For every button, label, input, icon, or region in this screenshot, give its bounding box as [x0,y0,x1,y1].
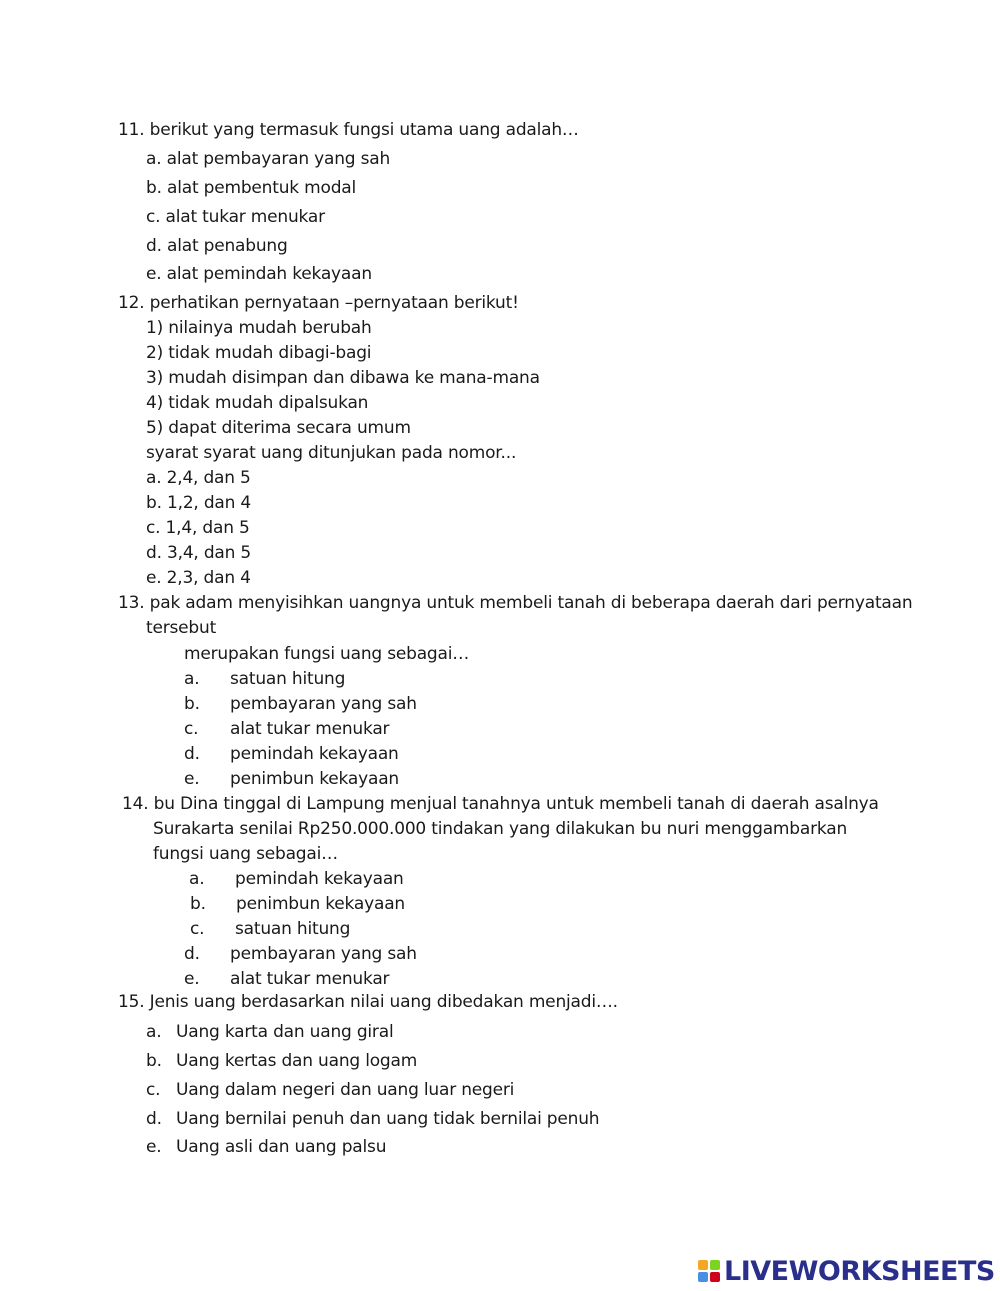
liveworksheets-blocks-icon [698,1260,720,1282]
q15-option-e[interactable]: Uang asli dan uang palsu [176,1137,387,1157]
q12-option-b[interactable]: b. 1,2, dan 4 [146,493,252,513]
q14-option-c-letter: c. [190,919,205,939]
q13-option-d-letter: d. [184,744,200,764]
q11-option-d[interactable]: d. alat penabung [146,236,288,256]
q13-question-line3: merupakan fungsi uang sebagai… [184,644,470,664]
q11-option-b[interactable]: b. alat pembentuk modal [146,178,357,198]
q12-option-a[interactable]: a. 2,4, dan 5 [146,468,251,488]
q13-option-e-letter: e. [184,769,200,789]
q15-option-c-letter: c. [146,1080,161,1100]
q14-option-a-letter: a. [189,869,205,889]
q13-option-b-letter: b. [184,694,200,714]
logo-text: LIVEWORKSHEETS [724,1255,995,1287]
q15-question: 15. Jenis uang berdasarkan nilai uang dibedakan menjadi…. [118,992,618,1012]
q15-option-a-letter: a. [146,1022,162,1042]
q14-question-line3: fungsi uang sebagai… [153,844,338,864]
q13-option-d[interactable]: pemindah kekayaan [230,744,399,764]
q13-option-a-letter: a. [184,669,200,689]
q15-option-e-letter: e. [146,1137,162,1157]
q12-statement-5: 5) dapat diterima secara umum [146,418,411,438]
q13-option-c-letter: c. [184,719,199,739]
q14-option-b-letter: b. [190,894,206,914]
q15-option-a[interactable]: Uang karta dan uang giral [176,1022,394,1042]
logo-block-4 [710,1272,720,1282]
q15-option-c[interactable]: Uang dalam negeri dan uang luar negeri [176,1080,515,1100]
q14-option-d[interactable]: pembayaran yang sah [230,944,417,964]
q12-statement-2: 2) tidak mudah dibagi-bagi [146,343,372,363]
q12-question: 12. perhatikan pernyataan –pernyataan berikut! [118,293,519,313]
q11-option-c[interactable]: c. alat tukar menukar [146,207,325,227]
q12-option-c[interactable]: c. 1,4, dan 5 [146,518,250,538]
q14-option-c[interactable]: satuan hitung [235,919,351,939]
q14-question-line2: Surakarta senilai Rp250.000.000 tindakan yang dilakukan bu nuri menggambarkan [153,819,848,839]
q11-option-a[interactable]: a. alat pembayaran yang sah [146,149,391,169]
logo-block-3 [698,1272,708,1282]
q15-option-b[interactable]: Uang kertas dan uang logam [176,1051,418,1071]
q13-option-b[interactable]: pembayaran yang sah [230,694,417,714]
q12-option-e[interactable]: e. 2,3, dan 4 [146,568,251,588]
q12-statement-4: 4) tidak mudah dipalsukan [146,393,369,413]
q13-option-c[interactable]: alat tukar menukar [230,719,390,739]
q15-option-d[interactable]: Uang bernilai penuh dan uang tidak bernilai penuh [176,1109,600,1129]
q13-option-a[interactable]: satuan hitung [230,669,346,689]
q15-option-b-letter: b. [146,1051,162,1071]
q13-question-line2: tersebut [146,618,217,638]
q14-option-a[interactable]: pemindah kekayaan [235,869,404,889]
q12-statement-3: 3) mudah disimpan dan dibawa ke mana-mana [146,368,540,388]
q11-question: 11. berikut yang termasuk fungsi utama uang adalah… [118,120,579,140]
q12-option-d[interactable]: d. 3,4, dan 5 [146,543,252,563]
q13-question-line1: 13. pak adam menyisihkan uangnya untuk membeli tanah di beberapa daerah dari pernyataan [118,593,913,613]
q13-option-e[interactable]: penimbun kekayaan [230,769,399,789]
q12-prompt: syarat syarat uang ditunjukan pada nomor... [146,443,517,463]
q12-statement-1: 1) nilainya mudah berubah [146,318,372,338]
logo-block-1 [698,1260,708,1270]
q14-option-d-letter: d. [184,944,200,964]
logo-block-2 [710,1260,720,1270]
q14-option-b[interactable]: penimbun kekayaan [236,894,405,914]
q11-option-e[interactable]: e. alat pemindah kekayaan [146,264,372,284]
q14-option-e[interactable]: alat tukar menukar [230,969,390,989]
q15-option-d-letter: d. [146,1109,162,1129]
q14-question-line1: 14. bu Dina tinggal di Lampung menjual tanahnya untuk membeli tanah di daerah asalnya [122,794,879,814]
liveworksheets-logo[interactable] [698,1256,995,1286]
q14-option-e-letter: e. [184,969,200,989]
